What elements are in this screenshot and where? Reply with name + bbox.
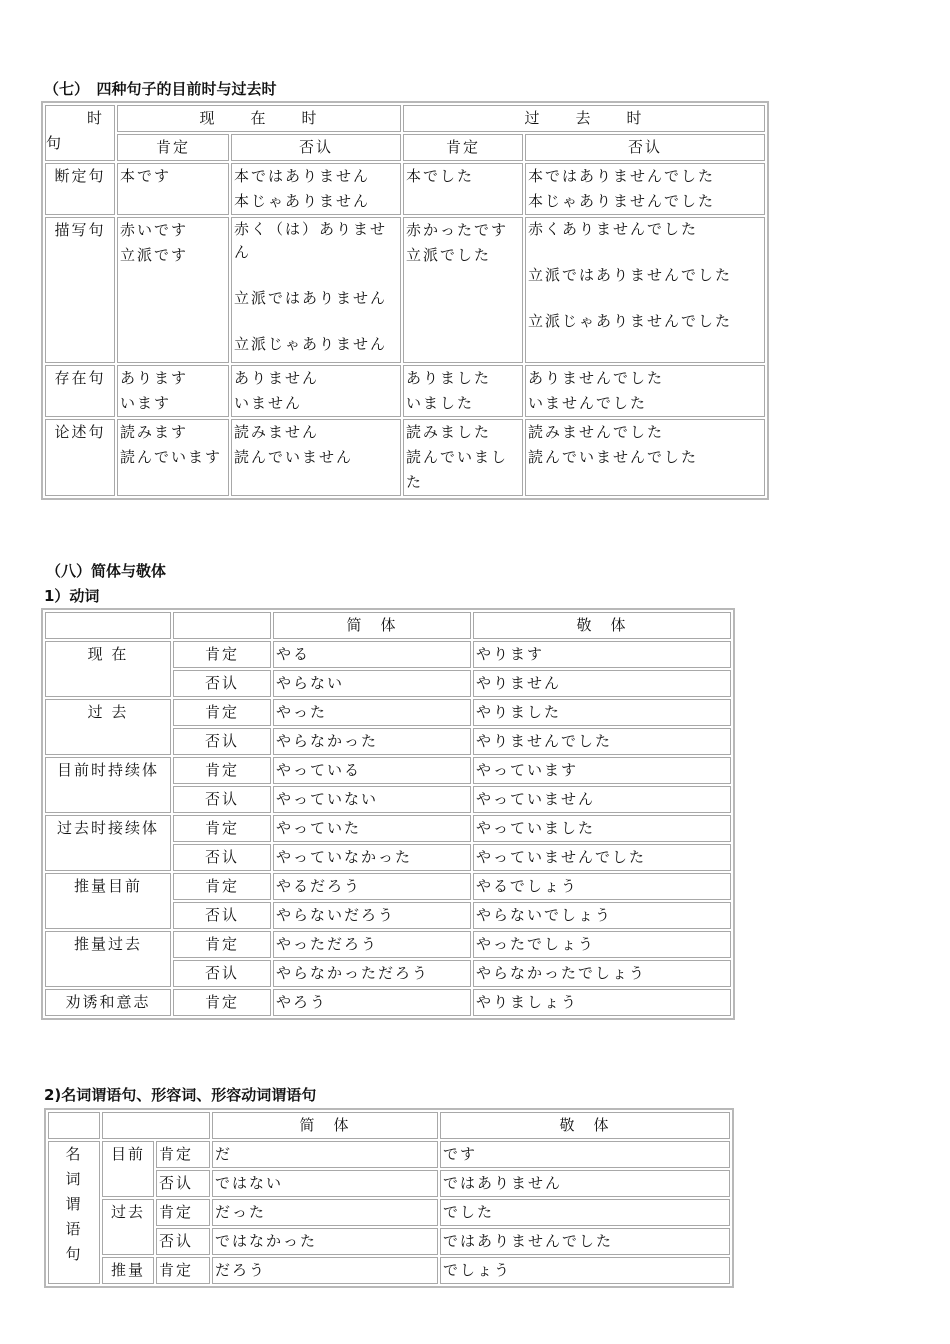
cell: 赤かったです 立派でした: [403, 217, 523, 363]
polarity-cell: 否认: [156, 1170, 210, 1197]
table-row: [45, 217, 765, 363]
group-label: 目前: [102, 1141, 154, 1197]
row-label: 存在句: [45, 365, 115, 417]
plain-form-header: 简 体: [212, 1112, 438, 1139]
table-row: [45, 365, 765, 417]
plain-cell: やった: [273, 699, 471, 726]
plain-cell: やっていた: [273, 815, 471, 842]
polite-cell: やりません: [473, 670, 731, 697]
polite-cell: やっていました: [473, 815, 731, 842]
plain-cell: やっている: [273, 757, 471, 784]
cell: 本でした: [403, 163, 523, 215]
cell: 赤く（は）ありませ ん 立派ではありません 立派じゃありません: [231, 217, 401, 363]
polite-cell: ではありませんでした: [440, 1228, 730, 1255]
polite-cell: やっています: [473, 757, 731, 784]
table-row: [45, 873, 731, 900]
polarity-cell: 肯定: [156, 1199, 210, 1226]
plain-cell: やらないだろう: [273, 902, 471, 929]
polarity-cell: 肯定: [156, 1141, 210, 1168]
plain-cell: やっただろう: [273, 931, 471, 958]
tense-table: [41, 101, 769, 500]
cell: 読みませんでした 読んでいませんでした: [525, 419, 765, 496]
polite-cell: やるでしょう: [473, 873, 731, 900]
polarity-cell: 肯定: [173, 873, 271, 900]
polite-cell: やらなかったでしょう: [473, 960, 731, 987]
present-positive-header: 肯定: [117, 134, 229, 161]
table-row: [45, 163, 765, 215]
noun-predicate-table: [44, 1108, 734, 1288]
polarity-cell: 否认: [173, 670, 271, 697]
polite-cell: やります: [473, 641, 731, 668]
cell: 本ではありません 本じゃありません: [231, 163, 401, 215]
blank-header: [102, 1112, 210, 1139]
polite-cell: でした: [440, 1199, 730, 1226]
table-row: [45, 419, 765, 496]
polite-cell: やりませんでした: [473, 728, 731, 755]
cell: 読みます 読んでいます: [117, 419, 229, 496]
plain-cell: やらない: [273, 670, 471, 697]
plain-cell: やらなかった: [273, 728, 471, 755]
table-row: [45, 641, 731, 668]
polite-form-header: 敬 体: [440, 1112, 730, 1139]
polite-cell: やったでしょう: [473, 931, 731, 958]
polarity-cell: 否认: [173, 960, 271, 987]
polite-cell: でしょう: [440, 1257, 730, 1284]
verb-table: [41, 608, 735, 1020]
group-label: 过 去: [45, 699, 171, 755]
table-row: [45, 699, 731, 726]
blank-header: [173, 612, 271, 639]
blank-header: [45, 612, 171, 639]
group-label: 推量目前: [45, 873, 171, 929]
plain-cell: だった: [212, 1199, 438, 1226]
cell: 赤いです 立派です: [117, 217, 229, 363]
polarity-cell: 肯定: [173, 931, 271, 958]
polite-cell: です: [440, 1141, 730, 1168]
group-label: 目前时持续体: [45, 757, 171, 813]
group-label: 现 在: [45, 641, 171, 697]
plain-cell: やるだろう: [273, 873, 471, 900]
table-row: [45, 815, 731, 842]
corner-top: 时: [86, 109, 104, 127]
polarity-cell: 肯定: [173, 757, 271, 784]
plain-form-header: 简 体: [273, 612, 471, 639]
polarity-cell: 否认: [173, 844, 271, 871]
cell: 本ではありませんでした 本じゃありませんでした: [525, 163, 765, 215]
row-label: 断定句: [45, 163, 115, 215]
polarity-cell: 否认: [156, 1228, 210, 1255]
polarity-cell: 肯定: [173, 815, 271, 842]
cell: 本です: [117, 163, 229, 215]
table-row: [48, 1257, 730, 1284]
noun-predicate-subtitle: 2)名词谓语句、形容词、形容动词谓语句: [44, 1086, 317, 1104]
corner-bottom: 句: [46, 134, 64, 152]
cell: ありませんでした いませんでした: [525, 365, 765, 417]
group-label: 推量过去: [45, 931, 171, 987]
blank-header: [48, 1112, 100, 1139]
group-label: 劝诱和意志: [45, 989, 171, 1016]
cell: ありません いません: [231, 365, 401, 417]
plain-cell: やる: [273, 641, 471, 668]
group-label: 过去: [102, 1199, 154, 1255]
table-row: [45, 989, 731, 1016]
cell: あります います: [117, 365, 229, 417]
polite-form-header: 敬 体: [473, 612, 731, 639]
polarity-cell: 肯定: [173, 699, 271, 726]
past-positive-header: 肯定: [403, 134, 523, 161]
polarity-cell: 否认: [173, 728, 271, 755]
corner-header-cell: [45, 105, 115, 161]
plain-cell: やっていなかった: [273, 844, 471, 871]
polite-cell: やりましょう: [473, 989, 731, 1016]
present-negative-header: 否认: [231, 134, 401, 161]
table-row: [45, 931, 731, 958]
cell: 赤くありませんでした 立派ではありませんでした 立派じゃありませんでした: [525, 217, 765, 363]
section8-title: （八）简体与敬体: [46, 562, 167, 580]
row-label: 描写句: [45, 217, 115, 363]
polarity-cell: 否认: [173, 786, 271, 813]
group-label: 过去时接续体: [45, 815, 171, 871]
plain-cell: だ: [212, 1141, 438, 1168]
table-row: [48, 1141, 730, 1168]
table-row: [48, 1199, 730, 1226]
section7-title: （七） 四种句子的目前时与过去时: [44, 80, 277, 98]
verb-subtitle: 1）动词: [44, 587, 100, 605]
plain-cell: ではなかった: [212, 1228, 438, 1255]
polarity-cell: 否认: [173, 902, 271, 929]
row-label: 论述句: [45, 419, 115, 496]
category-label: 名 词 谓 语 句: [48, 1141, 100, 1284]
plain-cell: やらなかっただろう: [273, 960, 471, 987]
plain-cell: やっていない: [273, 786, 471, 813]
polarity-cell: 肯定: [173, 989, 271, 1016]
polite-cell: ではありません: [440, 1170, 730, 1197]
polite-cell: やらないでしょう: [473, 902, 731, 929]
polite-cell: やっていません: [473, 786, 731, 813]
plain-cell: ではない: [212, 1170, 438, 1197]
present-header: 现 在 时: [117, 105, 401, 132]
table-row: [45, 757, 731, 784]
polarity-cell: 肯定: [156, 1257, 210, 1284]
cell: ありました いました: [403, 365, 523, 417]
plain-cell: だろう: [212, 1257, 438, 1284]
plain-cell: やろう: [273, 989, 471, 1016]
past-negative-header: 否认: [525, 134, 765, 161]
cell: 読みました 読んでいまし た: [403, 419, 523, 496]
polarity-cell: 肯定: [173, 641, 271, 668]
group-label: 推量: [102, 1257, 154, 1284]
polite-cell: やりました: [473, 699, 731, 726]
past-header: 过 去 时: [403, 105, 765, 132]
cell: 読みません 読んでいません: [231, 419, 401, 496]
polite-cell: やっていませんでした: [473, 844, 731, 871]
